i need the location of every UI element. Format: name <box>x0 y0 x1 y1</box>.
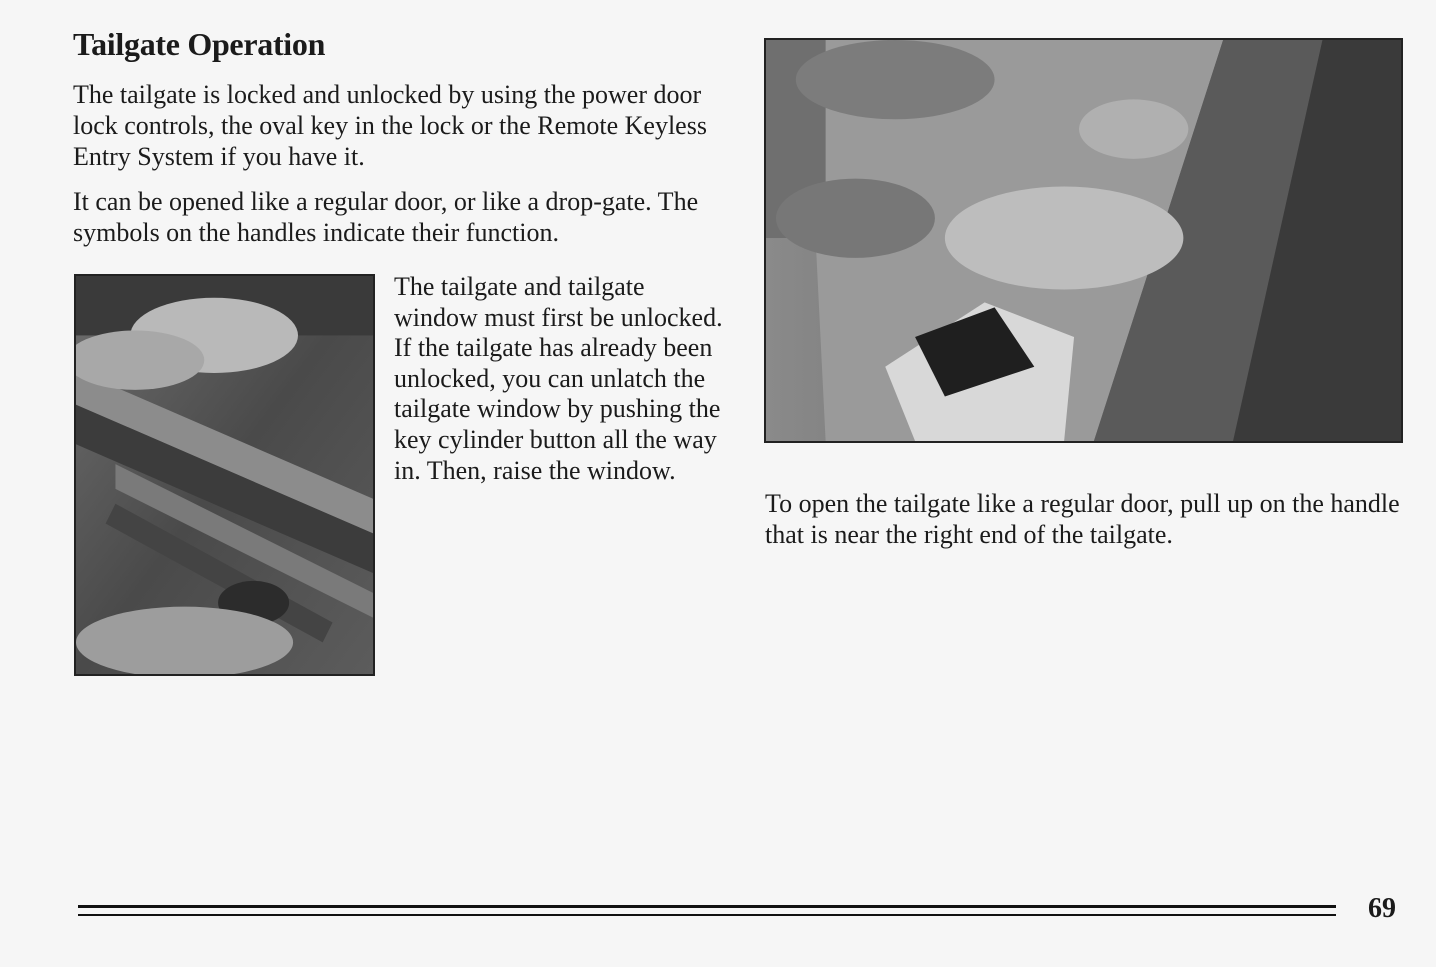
footer-rule-top <box>78 905 1336 908</box>
footer-rule-bottom <box>78 914 1336 916</box>
door-open-paragraph: To open the tailgate like a regular door, pull up on the handle that is near the right end of the tailgate. <box>765 489 1400 549</box>
intro-paragraph: The tailgate is locked and unlocked by using the power door lock controls, the oval key in the lock or the Remote Keyless Entry System if you have it. <box>73 80 707 171</box>
page-title: Tailgate Operation <box>73 26 326 62</box>
open-modes-paragraph: It can be opened like a regular door, or like a drop-gate. The symbols on the handles indicate their function. <box>73 187 699 247</box>
tailgate-handle-photo <box>764 38 1403 443</box>
window-unlatch-paragraph: The tailgate and tailgate window must first be unlocked. If the tailgate has already been unlocked, you can unlatch the tailgate window by pushing the key cylinder button all the way in. Then, raise the window. <box>394 272 723 485</box>
page-number: 69 <box>1368 893 1396 924</box>
tailgate-window-photo <box>74 274 375 676</box>
